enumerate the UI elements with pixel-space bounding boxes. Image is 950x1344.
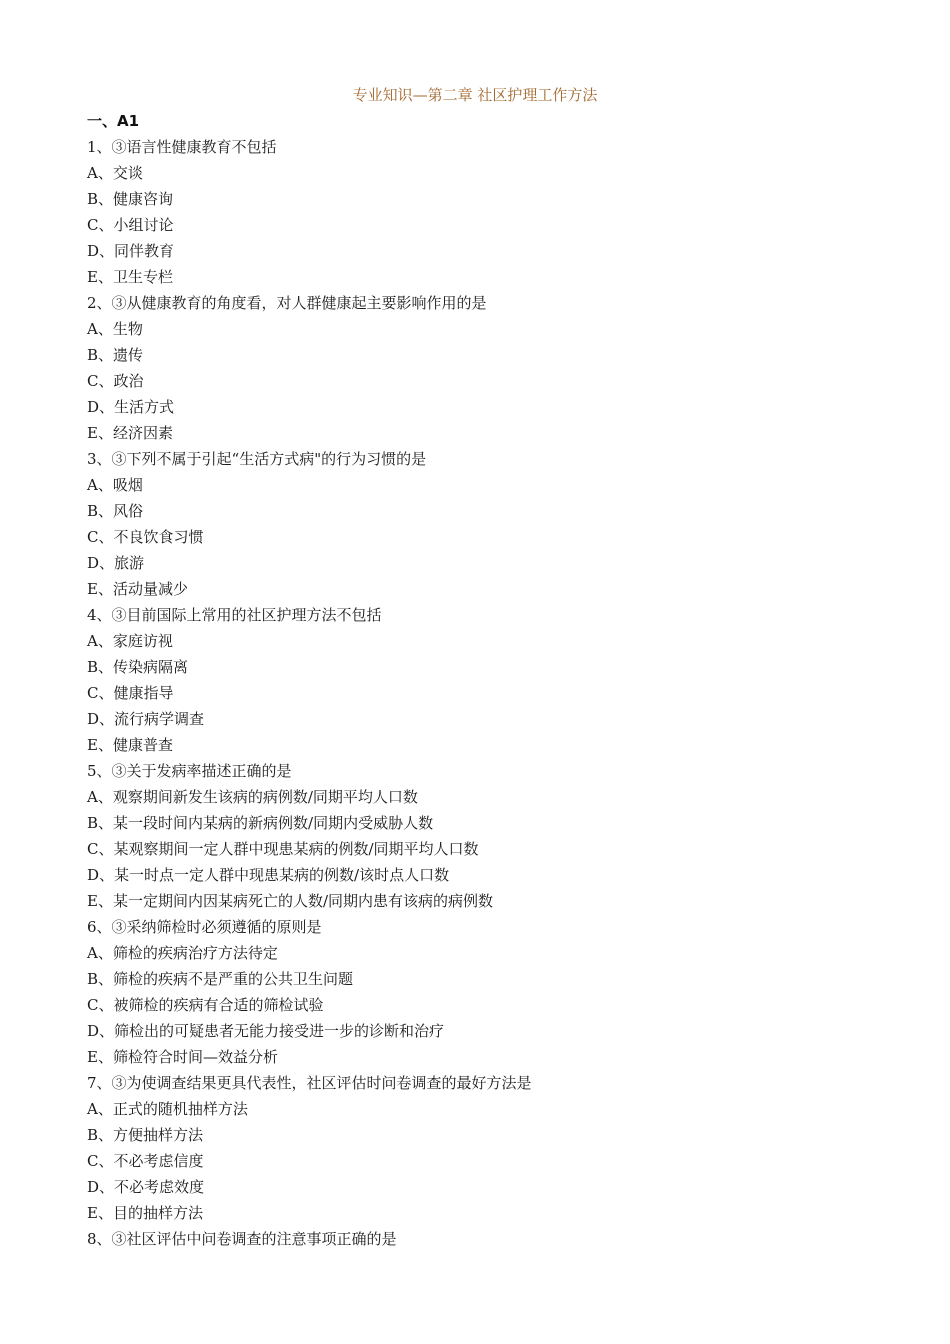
answer-option: C、某观察期间一定人群中现患某病的例数/同期平均人口数 [87, 840, 479, 858]
question-stem: 5、③关于发病率描述正确的是 [87, 762, 292, 780]
question-list [87, 134, 907, 1252]
answer-option: C、不良饮食习惯 [87, 528, 204, 546]
question-stem: 3、③下列不属于引起“生活方式病"的行为习惯的是 [87, 450, 427, 468]
document-title: 专业知识—第二章 社区护理工作方法 [352, 86, 598, 104]
answer-option: C、政治 [87, 372, 144, 390]
question-stem: 4、③目前国际上常用的社区护理方法不包括 [87, 606, 382, 624]
answer-option: E、某一定期间内因某病死亡的人数/同期内患有该病的病例数 [87, 892, 494, 910]
answer-option: A、观察期间新发生该病的病例数/同期平均人口数 [87, 788, 418, 806]
answer-option: B、筛检的疾病不是严重的公共卫生问题 [87, 970, 354, 988]
answer-option: C、小组讨论 [87, 216, 174, 234]
answer-option: E、经济因素 [87, 424, 173, 442]
answer-option: E、筛检符合时间—效益分析 [87, 1048, 278, 1066]
section-heading: 一、A1 [87, 112, 140, 130]
answer-option: B、某一段时间内某病的新病例数/同期内受威胁人数 [87, 814, 434, 832]
answer-option: D、同伴教育 [87, 242, 175, 260]
answer-option: E、卫生专栏 [87, 268, 173, 286]
answer-option: C、健康指导 [87, 684, 174, 702]
answer-option: A、家庭访视 [87, 632, 173, 650]
answer-option: A、交谈 [87, 164, 143, 182]
question-stem: 8、③社区评估中问卷调查的注意事项正确的是 [87, 1230, 397, 1248]
answer-option: E、健康普查 [87, 736, 173, 754]
answer-option: C、不必考虑信度 [87, 1152, 204, 1170]
answer-option: A、吸烟 [87, 476, 143, 494]
answer-option: E、目的抽样方法 [87, 1204, 203, 1222]
question-stem: 2、③从健康教育的角度看，对人群健康起主要影响作用的是 [87, 294, 487, 312]
question-stem: 1、③语言性健康教育不包括 [87, 138, 277, 156]
answer-option: A、生物 [87, 320, 143, 338]
answer-option: B、传染病隔离 [87, 658, 189, 676]
question-stem: 7、③为使调查结果更具代表性，社区评估时问卷调查的最好方法是 [87, 1074, 532, 1092]
answer-option: B、遗传 [87, 346, 144, 364]
answer-option: B、风俗 [87, 502, 144, 520]
answer-option: A、正式的随机抽样方法 [87, 1100, 248, 1118]
answer-option: E、活动量减少 [87, 580, 188, 598]
answer-option: D、流行病学调查 [87, 710, 205, 728]
answer-option: B、健康咨询 [87, 190, 174, 208]
answer-option: B、方便抽样方法 [87, 1126, 204, 1144]
answer-option: A、筛检的疾病治疗方法待定 [87, 944, 278, 962]
answer-option: D、不必考虑效度 [87, 1178, 205, 1196]
answer-option: D、某一时点一定人群中现患某病的例数/该时点人口数 [87, 866, 450, 884]
answer-option: C、被筛检的疾病有合适的筛检试验 [87, 996, 324, 1014]
answer-option: D、旅游 [87, 554, 145, 572]
answer-option: D、生活方式 [87, 398, 175, 416]
question-stem: 6、③采纳筛检时必须遵循的原则是 [87, 918, 322, 936]
answer-option: D、筛检出的可疑患者无能力接受进一步的诊断和治疗 [87, 1022, 445, 1040]
